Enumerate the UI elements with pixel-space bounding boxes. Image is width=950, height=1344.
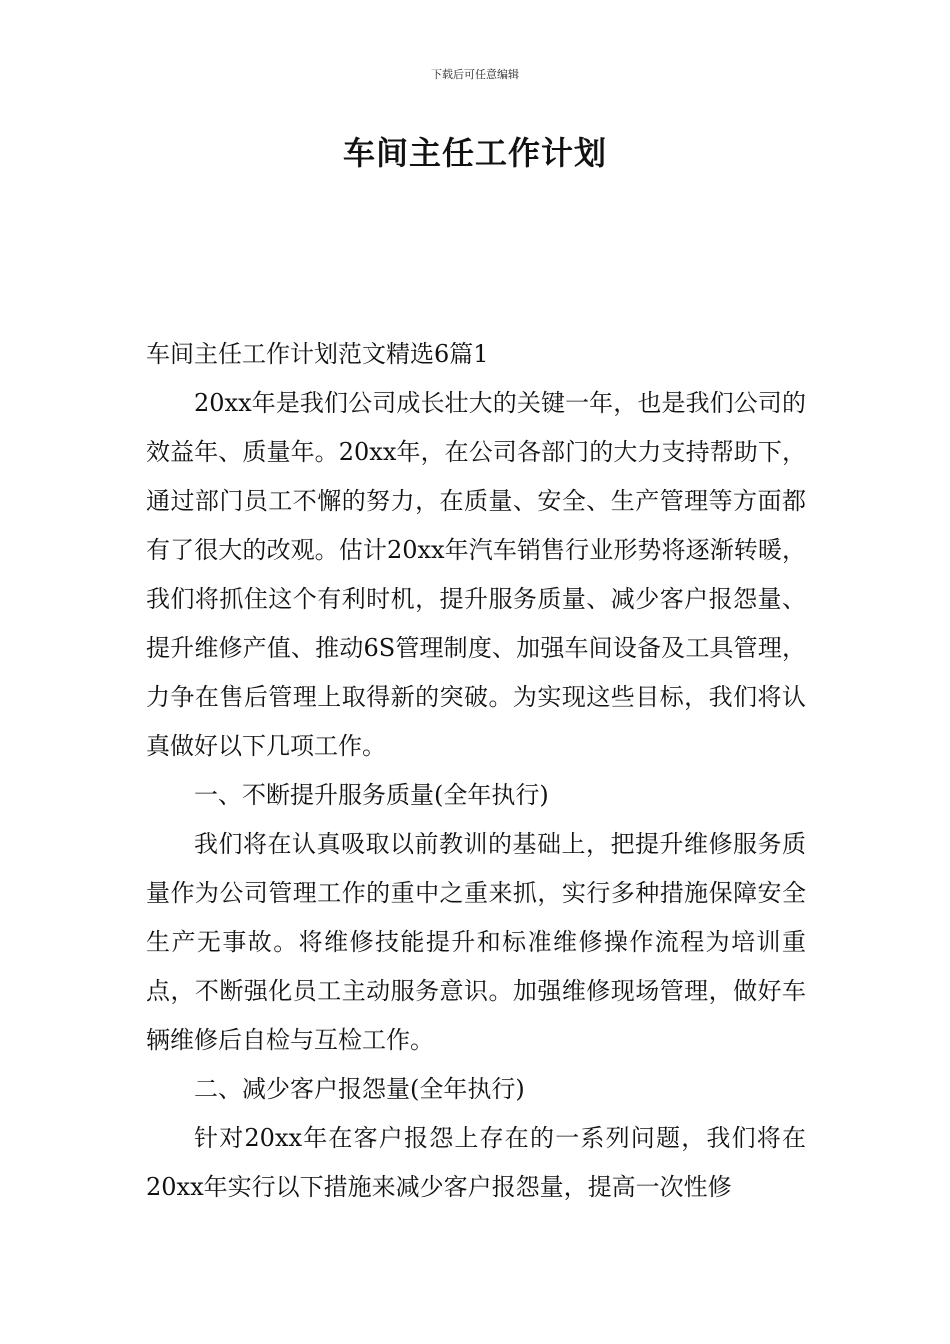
header-note: 下载后可任意编辑 [431,68,519,81]
heading-item-1: 一、不断提升服务质量(全年执行) [194,781,549,809]
section-heading: 车间主任工作计划范文精选6篇1 [146,340,489,368]
document-body [146,330,806,1212]
paragraph-item-2: 针对20xx年在客户报怨上存在的一系列问题，我们将在20xx年实行以下措施来减少客户报怨量，提高一次性修 [146,1124,806,1201]
heading-item-2: 二、减少客户报怨量(全年执行) [194,1075,525,1103]
paragraph-intro: 20xx年是我们公司成长壮大的关键一年，也是我们公司的效益年、质量年。20xx年，在公司各部门的大力支持帮助下，通过部门员工不懈的努力，在质量、安全、生产管理等方面都有了很大的改观。估计20xx年汽车销售行业形势将逐渐转暖，我们将抓住这个有利时机，提升服务质量、减少客户报怨量、提升维修产值、推动6S管理制度、加强车间设备及工具管理，力争在售后管理上取得新的突破。为实现这些目标，我们将认真做好以下几项工作。 [146,389,806,760]
document-title: 车间主任工作计划 [342,134,607,172]
paragraph-item-1: 我们将在认真吸取以前教训的基础上，把提升维修服务质量作为公司管理工作的重中之重来抓，实行多种措施保障安全生产无事故。将维修技能提升和标准维修操作流程为培训重点，不断强化员工主动服务意识。加强维修现场管理，做好车辆维修后自检与互检工作。 [146,830,806,1054]
